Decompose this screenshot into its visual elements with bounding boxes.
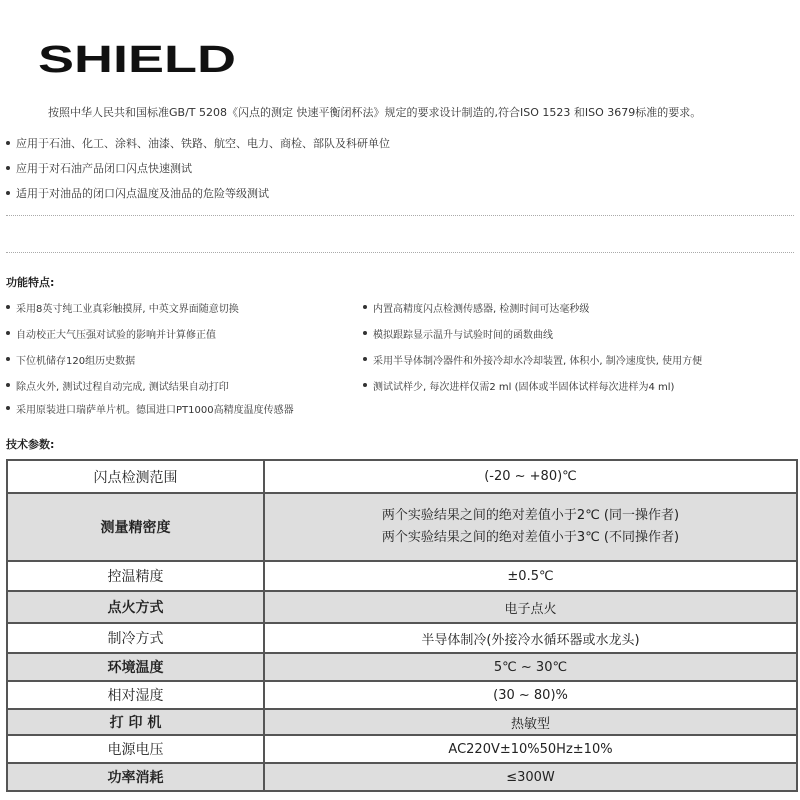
bullet-icon <box>363 383 367 387</box>
spec-row <box>7 623 797 653</box>
feature-item <box>363 326 793 341</box>
spec-row <box>7 681 797 709</box>
spec-key: 闪点检测范围 <box>7 460 264 493</box>
shield-logo <box>38 40 238 80</box>
logo-graphic <box>38 40 238 76</box>
spec-value: 电子点火 <box>264 591 797 623</box>
spec-value: AC220V±10%50Hz±10% <box>264 735 797 763</box>
spec-row <box>7 709 797 735</box>
bullet-icon <box>6 383 10 387</box>
feature-item <box>6 401 706 416</box>
spec-value: ±0.5℃ <box>264 561 797 591</box>
feature-row <box>6 372 796 398</box>
spec-value: 半导体制冷(外接冷水循环器或水龙头) <box>264 623 797 653</box>
feature-text: 采用8英寸纯工业真彩触摸屏, 中英文界面随意切换 <box>16 303 239 315</box>
spec-key: 功率消耗 <box>7 763 264 791</box>
spec-value: ≤300W <box>264 763 797 791</box>
spec-key: 电源电压 <box>7 735 264 763</box>
application-item <box>6 155 786 180</box>
bullet-icon <box>6 406 10 410</box>
spec-row <box>7 493 797 561</box>
feature-item <box>6 326 363 341</box>
divider <box>6 252 794 253</box>
spec-key: 相对湿度 <box>7 681 264 709</box>
feature-text: 下位机储存120组历史数据 <box>16 355 136 367</box>
spec-value <box>264 493 797 561</box>
spec-table <box>6 459 798 792</box>
bullet-icon <box>6 357 10 361</box>
feature-text: 模拟跟踪显示温升与试验时间的函数曲线 <box>373 329 553 341</box>
feature-text: 除点火外, 测试过程自动完成, 测试结果自动打印 <box>16 381 229 393</box>
spec-key: 测量精密度 <box>7 493 264 561</box>
feature-item <box>6 300 363 315</box>
divider <box>6 215 794 216</box>
feature-text: 采用半导体制冷器件和外接冷却水冷却装置, 体积小, 制冷速度快, 使用方便 <box>373 355 703 367</box>
spec-row <box>7 591 797 623</box>
application-text: 应用于石油、化工、涂料、油漆、铁路、航空、电力、商检、部队及科研单位 <box>16 136 390 150</box>
logo-text: SHIELD <box>38 40 236 76</box>
intro-text: 按照中华人民共和国标准GB/T 5208《闪点的测定 快速平衡闭杯法》规定的要求设计制造的,符合ISO 1523 和ISO 3679标准的要求。 <box>48 106 702 119</box>
bullet-icon <box>6 191 10 195</box>
feature-item <box>6 352 363 367</box>
feature-text: 内置高精度闪点检测传感器, 检测时间可达毫秒级 <box>373 303 590 315</box>
bullet-icon <box>6 305 10 309</box>
feature-text: 测试试样少, 每次进样仅需2 ml (固体或半固体试样每次进样为4 ml) <box>373 381 675 393</box>
spec-row <box>7 763 797 791</box>
application-list <box>6 130 786 205</box>
bullet-icon <box>6 331 10 335</box>
bullet-icon <box>6 166 10 170</box>
spec-value: 热敏型 <box>264 709 797 735</box>
bullet-icon <box>363 305 367 309</box>
feature-text: 自动校正大气压强对试验的影响并计算修正值 <box>16 329 216 341</box>
application-text: 适用于对油品的闭口闪点温度及油品的危险等级测试 <box>16 186 269 200</box>
bullet-icon <box>6 141 10 145</box>
bullet-icon <box>363 357 367 361</box>
features-list <box>6 294 796 418</box>
feature-item <box>6 378 363 393</box>
spec-value: 5℃ ~ 30℃ <box>264 653 797 681</box>
specs-title: 技术参数: <box>6 438 55 451</box>
feature-item <box>363 300 793 315</box>
spec-row <box>7 653 797 681</box>
feature-item <box>363 352 793 367</box>
feature-row <box>6 294 796 320</box>
spec-key: 环境温度 <box>7 653 264 681</box>
spec-row <box>7 561 797 591</box>
spec-value: (-20 ~ +80)℃ <box>264 460 797 493</box>
bullet-icon <box>363 331 367 335</box>
application-text: 应用于对石油产品闭口闪点快速测试 <box>16 161 192 175</box>
spec-key: 制冷方式 <box>7 623 264 653</box>
spec-value: (30 ~ 80)% <box>264 681 797 709</box>
spec-value-line: 两个实验结果之间的绝对差值小于2℃ (同一操作者) <box>381 508 680 523</box>
application-item <box>6 180 786 205</box>
spec-row <box>7 735 797 763</box>
spec-key: 控温精度 <box>7 561 264 591</box>
feature-item <box>363 378 793 393</box>
feature-row <box>6 320 796 346</box>
spec-key: 打 印 机 <box>7 709 264 735</box>
feature-text: 采用原装进口瑞萨单片机。德国进口PT1000高精度温度传感器 <box>16 404 294 416</box>
spec-value-line: 两个实验结果之间的绝对差值小于3℃ (不同操作者) <box>381 530 680 545</box>
application-item <box>6 130 786 155</box>
spec-key: 点火方式 <box>7 591 264 623</box>
feature-row <box>6 346 796 372</box>
spec-row <box>7 460 797 493</box>
features-title: 功能特点: <box>6 276 55 289</box>
feature-row <box>6 398 796 418</box>
